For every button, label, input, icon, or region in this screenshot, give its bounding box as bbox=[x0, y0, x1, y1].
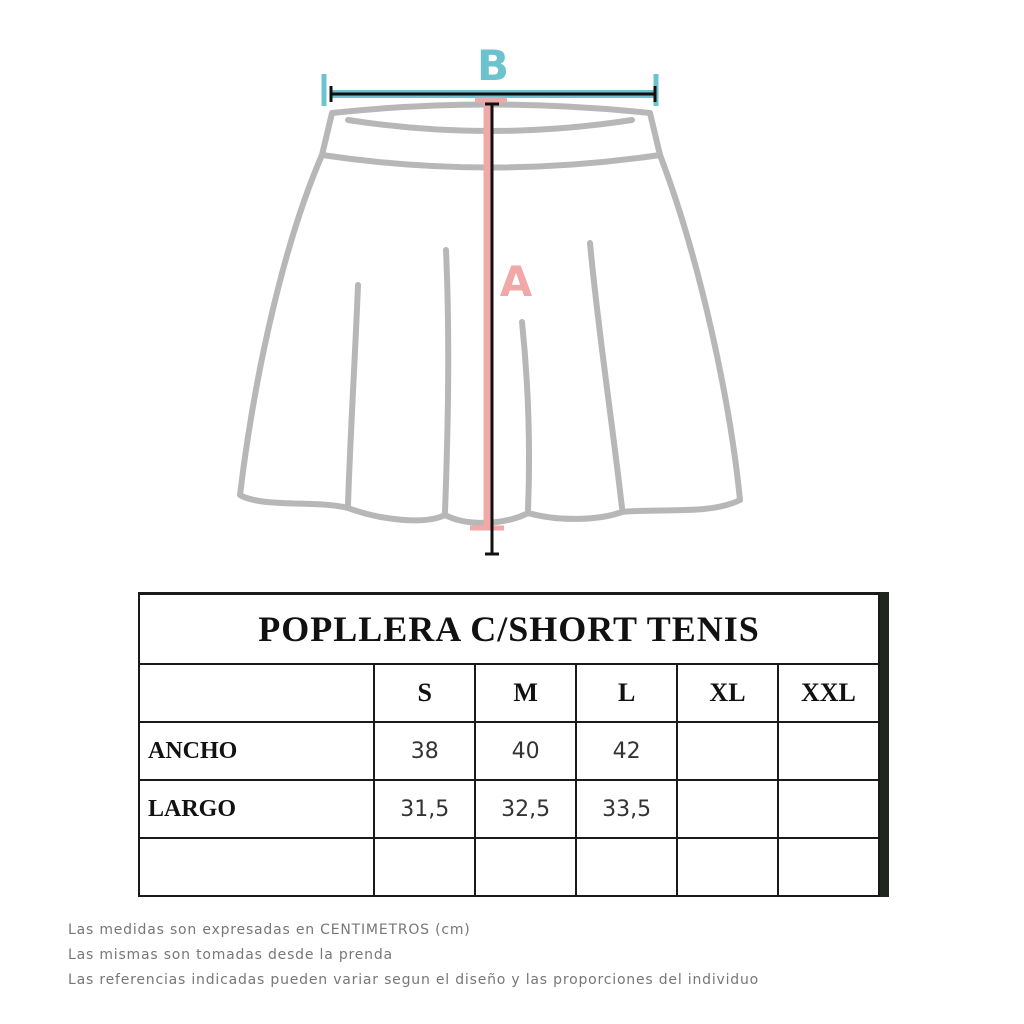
size-header-xxl: XXL bbox=[778, 664, 879, 722]
row-label-empty bbox=[139, 838, 374, 896]
note-variation: Las referencias indicadas pueden variar segun el diseño y las proporciones del individuo bbox=[68, 972, 760, 988]
table-title: POPLLERA C/SHORT TENIS bbox=[139, 594, 879, 665]
table-row-empty bbox=[139, 838, 879, 896]
size-header-s: S bbox=[374, 664, 475, 722]
label-b: B bbox=[476, 41, 510, 90]
note-units: Las medidas son expresadas en CENTIMETROS (cm) bbox=[68, 922, 471, 938]
largo-xxl-value bbox=[778, 780, 879, 838]
size-header-xl: XL bbox=[677, 664, 778, 722]
empty-l-value bbox=[576, 838, 677, 896]
ancho-l-value: 42 bbox=[576, 722, 677, 780]
measurement-notes bbox=[68, 918, 759, 993]
largo-s-value: 31,5 bbox=[374, 780, 475, 838]
table-title-row bbox=[139, 594, 879, 665]
largo-l-value: 33,5 bbox=[576, 780, 677, 838]
table-row-largo bbox=[139, 780, 879, 838]
size-header-m: M bbox=[475, 664, 576, 722]
empty-xl-value bbox=[677, 838, 778, 896]
largo-xl-value bbox=[677, 780, 778, 838]
empty-s-value bbox=[374, 838, 475, 896]
row-label-largo: LARGO bbox=[139, 780, 374, 838]
size-chart-table bbox=[138, 592, 880, 897]
empty-xxl-value bbox=[778, 838, 879, 896]
note-garment: Las mismas son tomadas desde la prenda bbox=[68, 947, 393, 963]
size-header-row bbox=[139, 664, 879, 722]
row-label-ancho: ANCHO bbox=[139, 722, 374, 780]
ancho-s-value: 38 bbox=[374, 722, 475, 780]
ancho-xl-value bbox=[677, 722, 778, 780]
size-header-l: L bbox=[576, 664, 677, 722]
width-measure-b bbox=[324, 41, 656, 106]
table-row-ancho bbox=[139, 722, 879, 780]
empty-m-value bbox=[475, 838, 576, 896]
header-empty-cell bbox=[139, 664, 374, 722]
ancho-xxl-value bbox=[778, 722, 879, 780]
label-a: A bbox=[499, 257, 533, 306]
ancho-m-value: 40 bbox=[475, 722, 576, 780]
largo-m-value: 32,5 bbox=[475, 780, 576, 838]
